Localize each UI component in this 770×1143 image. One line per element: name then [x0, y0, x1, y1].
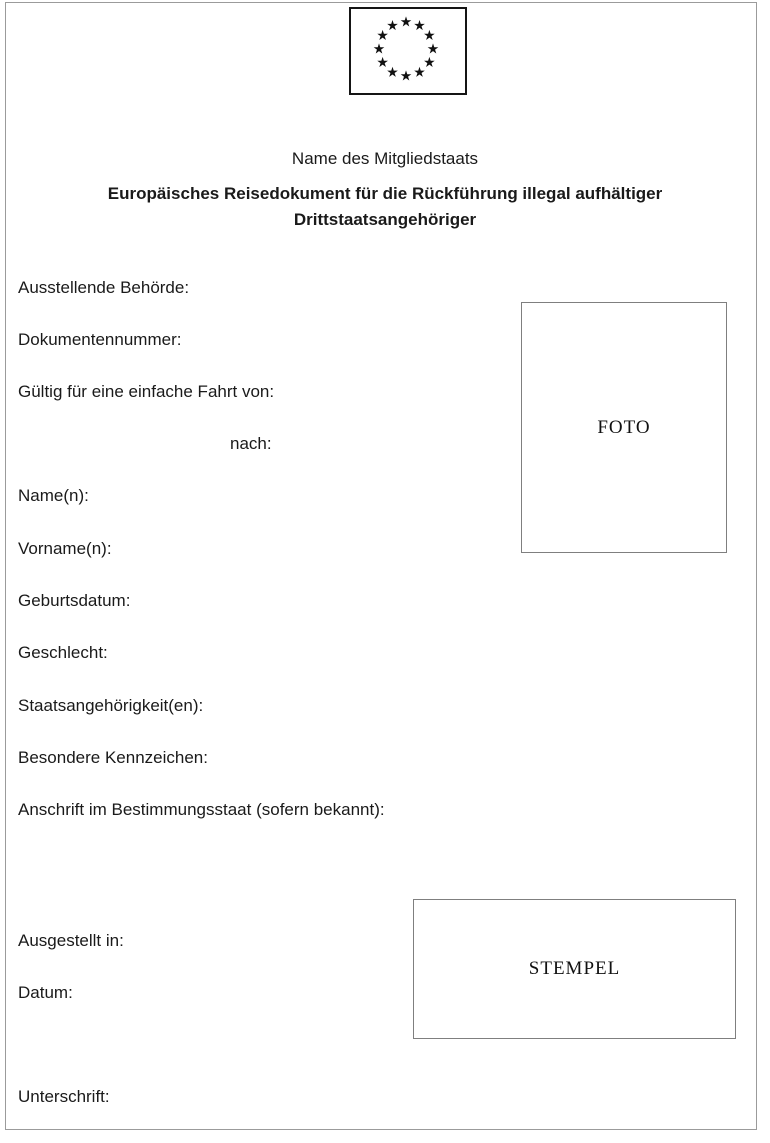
field-label-document-number: Dokumentennummer:	[18, 330, 182, 349]
eu-flag-svg	[351, 9, 461, 89]
field-label-valid-single-journey-from: Gültig für eine einfache Fahrt von:	[18, 382, 275, 401]
stamp-placeholder-label: STEMPEL	[528, 958, 621, 979]
field-label-distinguishing-marks: Besondere Kennzeichen:	[18, 748, 208, 767]
field-label-date: Datum:	[18, 983, 73, 1002]
field-label-issuing-authority: Ausstellende Behörde:	[18, 278, 190, 297]
document-title	[0, 181, 770, 233]
field-label-to: nach:	[230, 434, 272, 453]
field-label-nationality: Staatsangehörigkeit(en):	[18, 696, 204, 715]
photo-placeholder-label: FOTO	[597, 416, 651, 438]
field-label-signature: Unterschrift:	[18, 1087, 110, 1106]
field-label-surname: Name(n):	[18, 486, 89, 505]
stamp-placeholder-box	[413, 899, 736, 1039]
field-label-date-of-birth: Geburtsdatum:	[18, 591, 131, 610]
eu-flag-icon	[349, 7, 467, 95]
field-label-sex: Geschlecht:	[18, 643, 108, 662]
document-title-line2: Drittstaatsangehöriger	[293, 210, 477, 229]
field-label-first-name: Vorname(n):	[18, 539, 112, 558]
field-label-issued-in: Ausgestellt in:	[18, 931, 124, 950]
field-label-address-destination-state: Anschrift im Bestimmungsstaat (sofern bekannt):	[18, 800, 385, 819]
document-title-line1: Europäisches Reisedokument für die Rückführung illegal aufhältiger	[107, 184, 663, 203]
photo-placeholder-box	[521, 302, 727, 553]
member-state-heading: Name des Mitgliedstaats	[291, 149, 479, 168]
